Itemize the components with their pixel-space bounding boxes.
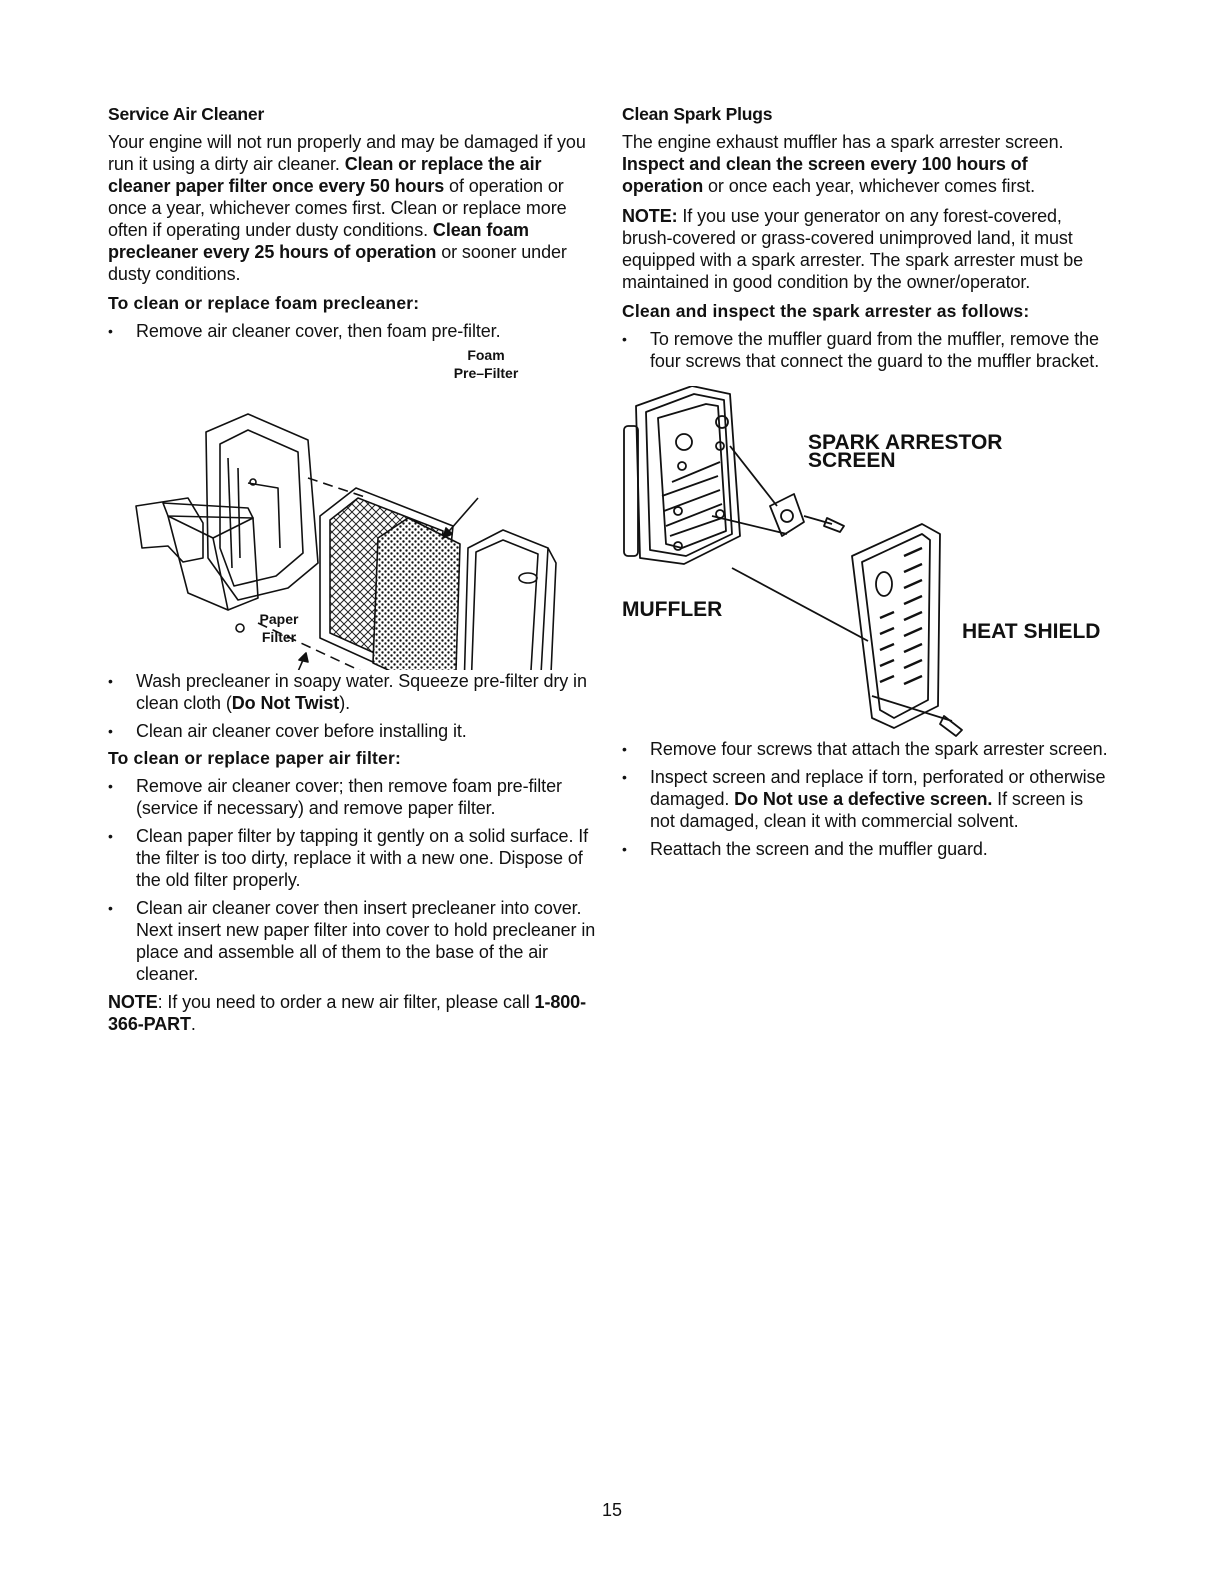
wash-steps-list: [108, 670, 598, 742]
air-cleaner-figure: [108, 348, 598, 670]
screen-steps-list: [622, 738, 1112, 860]
page-number: 15: [601, 1500, 623, 1520]
service-air-cleaner-heading: Service Air Cleaner: [108, 104, 265, 124]
list-item: • Wash precleaner in soapy water. Squeeze pre-filter dry in clean cloth (Do Not Twist).: [108, 670, 598, 714]
list-item: • To remove the muffler guard from the muffler, remove the four screws that connect the guard to the muffler bracket.: [622, 328, 1112, 372]
spark-arrestor-label: SPARK ARRESTOR SCREEN: [808, 431, 1003, 472]
inspect-arrester-heading: Clean and inspect the spark arrester as follows:: [622, 301, 1030, 321]
heat-shield-shape: [852, 524, 940, 728]
right-column: [622, 104, 1112, 866]
foam-prefilter-shape: [373, 518, 460, 670]
air-filter-order-note: NOTE: If you need to order a new air filter, please call 1-800-366-PART.: [108, 992, 586, 1034]
list-item: • Reattach the screen and the muffler guard.: [622, 838, 1112, 860]
list-item: • Remove air cleaner cover, then foam pre-filter.: [108, 320, 598, 342]
clean-spark-plugs-heading: Clean Spark Plugs: [622, 104, 773, 124]
list-item: • Remove air cleaner cover; then remove foam pre-filter (service if necessary) and remove paper filter.: [108, 775, 598, 819]
list-item: • Remove four screws that attach the spark arrester screen.: [622, 738, 1112, 760]
list-item: • Inspect screen and replace if torn, perforated or otherwise damaged. Do Not use a defective screen. If screen is not damaged, clean it with commercial solvent.: [622, 766, 1112, 832]
foam-prefilter-label: Foam Pre–Filter: [453, 347, 519, 381]
foam-precleaner-heading: To clean or replace foam precleaner:: [108, 293, 420, 313]
spark-arrester-note: NOTE: If you use your generator on any forest-covered, brush-covered or grass-covered unimproved land, it must equipped with a spark arrester. The spark arrester must be maintained in good condition by the owner/operator.: [622, 206, 1084, 292]
spark-arrester-intro: The engine exhaust muffler has a spark arrester screen. Inspect and clean the screen every 100 hours of operation or once each year, whichever comes first.: [622, 132, 1064, 196]
heat-shield-label: HEAT SHIELD: [962, 620, 1101, 643]
housing-base-shape: [136, 498, 203, 562]
guard-steps-list: [622, 328, 1112, 372]
air-cleaner-intro: Your engine will not run properly and may be damaged if you run it using a dirty air cleaner. Clean or replace the air cleaner paper filter once every 50 hours of operation or once a year, whichever comes first. Clean or replace more often if operating under dusty conditions. Clean foam precleaner every 25 hours of operation or sooner under dusty conditions.: [108, 132, 586, 284]
list-item: • Clean air cleaner cover before installing it.: [108, 720, 598, 742]
paper-steps-list: [108, 775, 598, 985]
muffler-label: MUFFLER: [622, 598, 723, 621]
list-item: • Clean air cleaner cover then insert precleaner into cover. Next insert new paper filter into cover to hold precleaner in place and assemble all of them to the base of the air cleaner.: [108, 897, 598, 985]
foam-steps-list: [108, 320, 598, 342]
paper-filter-label: Paper Filter: [259, 611, 299, 645]
muffler-figure: [622, 386, 1112, 738]
air-cleaner-illustration: [108, 348, 598, 670]
spark-arrestor-screen-shape: [770, 494, 804, 536]
left-column: [108, 104, 598, 1043]
paper-filter-heading: To clean or replace paper air filter:: [108, 748, 402, 768]
list-item: • Clean paper filter by tapping it gently on a solid surface. If the filter is too dirty, replace it with a new one. Dispose of the old filter properly.: [108, 825, 598, 891]
